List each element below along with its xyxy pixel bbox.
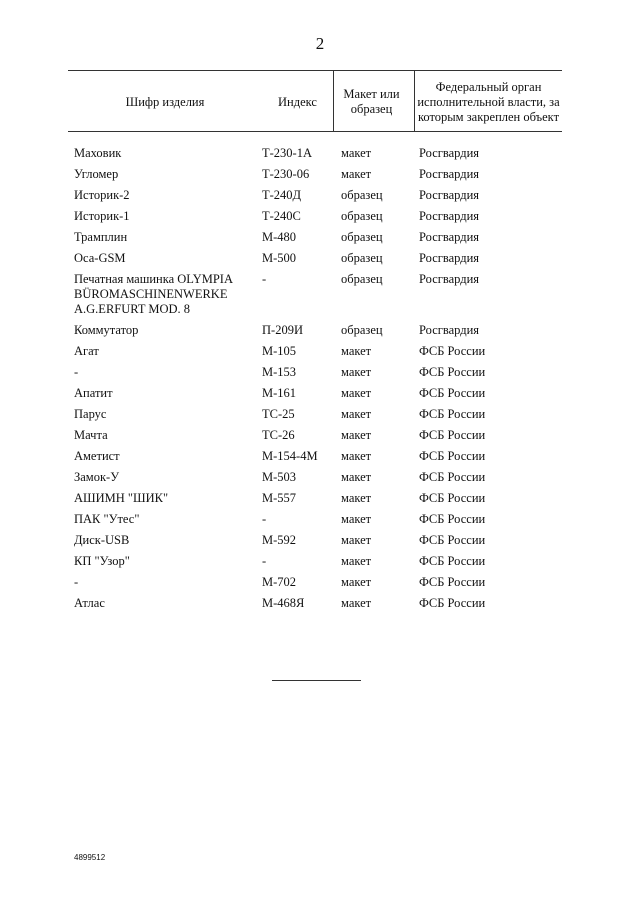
cell-name: Парус [74,407,107,421]
cell-org: Росгвардия [419,146,480,160]
cell-index: - [262,512,267,526]
table-row [0,512,640,533]
header-bottom-rule [68,131,562,132]
cell-name: Историк-2 [74,188,130,202]
cell-org: Росгвардия [419,272,480,286]
cell-org: ФСБ России [419,449,486,463]
cell-index: ТС-25 [262,407,295,421]
cell-org: ФСБ России [419,554,486,568]
cell-name: ПАК "Утес" [74,512,140,526]
cell-type: макет [341,512,372,526]
cell-name: Атлас [74,596,105,610]
cell-index: Т-240С [262,209,301,223]
cell-org: ФСБ России [419,491,486,505]
cell-org: Росгвардия [419,167,480,181]
cell-type: макет [341,167,372,181]
cell-index: - [262,272,267,286]
cell-name: Агат [74,344,99,358]
cell-type: образец [341,323,383,337]
table-row [0,491,640,512]
table-row [0,167,640,188]
table-body [0,146,640,617]
cell-type: макет [341,407,372,421]
cell-org: ФСБ России [419,365,486,379]
cell-org: ФСБ России [419,575,486,589]
table-row [0,386,640,407]
cell-index: Т-230-1А [262,146,312,160]
cell-org: Росгвардия [419,323,480,337]
cell-name: Печатная машинка OLYMPIA BÜROMASCHINENWERKE A.G.ERFURT MOD. 8 [74,272,233,316]
cell-org: ФСБ России [419,344,486,358]
cell-type: макет [341,428,372,442]
cell-type: макет [341,146,372,160]
cell-type: макет [341,491,372,505]
table-row [0,533,640,554]
cell-name: Трамплин [74,230,128,244]
cell-org: Росгвардия [419,209,480,223]
table-row [0,209,640,230]
cell-name: АШИМН "ШИК" [74,491,169,505]
cell-org: ФСБ России [419,470,486,484]
cell-type: макет [341,344,372,358]
cell-org: Росгвардия [419,251,480,265]
page-number: 2 [315,34,325,53]
cell-index: П-209И [262,323,303,337]
cell-org: ФСБ России [419,407,486,421]
cell-type: макет [341,470,372,484]
cell-index: М-557 [262,491,297,505]
table-row [0,251,640,272]
cell-name: Историк-1 [74,209,130,223]
cell-name: Аметист [74,449,120,463]
cell-name: - [74,365,79,379]
cell-index: М-153 [262,365,297,379]
table-row [0,596,640,617]
cell-name: Замок-У [74,470,120,484]
table-row [0,323,640,344]
end-rule [272,680,361,681]
cell-name: Угломер [74,167,119,181]
header-name: Шифр изделия [125,94,205,109]
cell-index: М-161 [262,386,297,400]
cell-org: ФСБ России [419,428,486,442]
cell-name: КП "Узор" [74,554,130,568]
cell-type: макет [341,365,372,379]
cell-index: ТС-26 [262,428,295,442]
cell-name: Мачта [74,428,108,442]
cell-org: Росгвардия [419,230,480,244]
cell-type: макет [341,554,372,568]
cell-org: ФСБ России [419,533,486,547]
cell-type: образец [341,188,383,202]
cell-name: Маховик [74,146,122,160]
cell-index: М-702 [262,575,297,589]
cell-index: М-480 [262,230,297,244]
cell-name: - [74,575,79,589]
cell-type: макет [341,533,372,547]
table-row [0,428,640,449]
cell-name: Коммутатор [74,323,139,337]
cell-type: образец [341,272,383,286]
header-org: Федеральный орган исполнительной власти, за которым закреплен объект [417,79,560,124]
cell-type: макет [341,449,372,463]
cell-org: ФСБ России [419,596,486,610]
cell-index: Т-230-06 [262,167,310,181]
table-row [0,344,640,365]
table-row [0,365,640,386]
cell-index: М-105 [262,344,297,358]
table-row [0,146,640,167]
cell-org: ФСБ России [419,512,486,526]
cell-type: образец [341,251,383,265]
table-row [0,449,640,470]
cell-index: М-503 [262,470,297,484]
cell-index: Т-240Д [262,188,302,202]
cell-org: ФСБ России [419,386,486,400]
table-row [0,470,640,491]
cell-type: образец [341,209,383,223]
cell-type: образец [341,230,383,244]
cell-name: Оса-GSM [74,251,126,265]
document-code: 4899512 [74,853,106,862]
cell-org: Росгвардия [419,188,480,202]
cell-index: М-592 [262,533,297,547]
header-type: Макет или образец [343,87,400,116]
cell-name: Диск-USB [74,533,130,547]
table-row [0,575,640,596]
cell-type: макет [341,596,372,610]
cell-type: макет [341,386,372,400]
cell-type: макет [341,575,372,589]
cell-index: - [262,554,267,568]
cell-index: М-500 [262,251,297,265]
table-row [0,188,640,209]
table-row [0,230,640,251]
table-row [0,272,640,323]
cell-index: М-154-4М [262,449,318,463]
table-row [0,554,640,575]
cell-name: Апатит [74,386,113,400]
table-row [0,407,640,428]
table-header [68,74,562,130]
header-top-rule [68,70,562,71]
header-index: Индекс [278,94,317,109]
cell-index: М-468Я [262,596,305,610]
